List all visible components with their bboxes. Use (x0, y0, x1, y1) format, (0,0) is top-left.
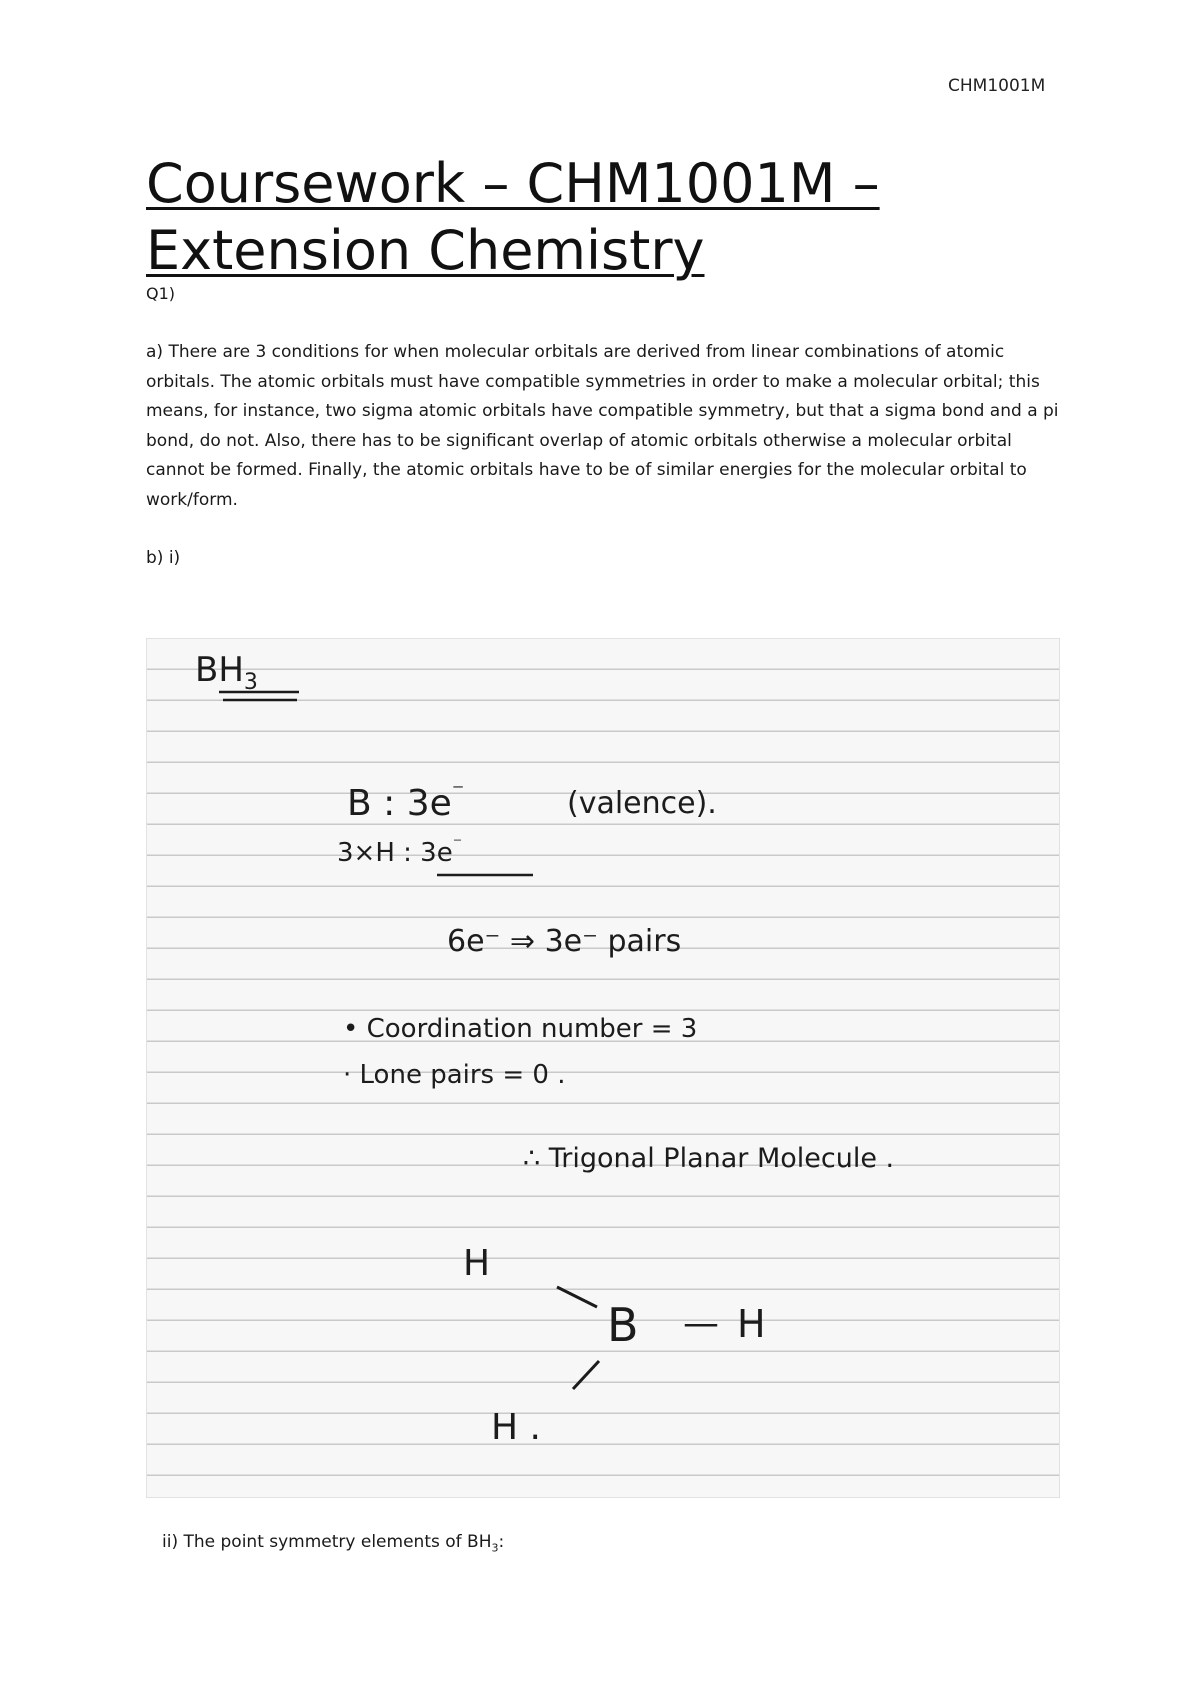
atom-h-bottom: H . (491, 1407, 541, 1448)
bond-lower-left (573, 1361, 599, 1389)
handwritten-note-drawing (147, 639, 1059, 1497)
document-title (146, 150, 1046, 284)
note-boron-electrons: B : 3e⁻ (347, 777, 465, 824)
handwritten-note-image (146, 638, 1060, 1498)
note-hydrogen-electrons: 3×H : 3e⁻ (337, 833, 463, 868)
atom-h-right: H (737, 1302, 766, 1346)
atom-boron: B (607, 1298, 639, 1352)
note-electron-pairs: 6e⁻ ⇒ 3e⁻ pairs (447, 924, 682, 959)
question-label: Q1) (146, 284, 176, 303)
bond-upper-left (557, 1287, 597, 1307)
note-lone-pairs: · Lone pairs = 0 . (343, 1060, 566, 1090)
note-valence: (valence). (567, 786, 717, 821)
note-heading: $BH_3$ (195, 650, 258, 695)
part-b-i-label: b) i) (146, 548, 181, 568)
part-a-paragraph: a) There are 3 conditions for when molecular orbitals are derived from linear combinations of atomic orbitals. The atomic orbitals must have compatible symmetries in order to make a molecular orbital; this means, for instance, two sigma atomic orbitals have compatible symmetry, but that a sigma bond and a pi bond, do not. Also, there has to be significant overlap of atomic orbitals otherwise a molecular orbital cannot be formed. Finally, the atomic orbitals have to be of similar energies for the molecular orbital to work/form. (146, 342, 1059, 510)
header-course-code: CHM1001M (948, 76, 1046, 96)
title-line-1: Coursework – CHM1001M – (146, 152, 880, 215)
note-coordination-number: • Coordination number = 3 (343, 1014, 698, 1044)
bond-right: — (683, 1303, 719, 1344)
title-line-2: Extension Chemistry (146, 219, 705, 282)
atom-h-top: H (463, 1243, 491, 1284)
part-b-ii-label: ii) The point symmetry elements of $BH_3$: (162, 1532, 505, 1555)
note-conclusion: ∴ Trigonal Planar Molecule . (523, 1143, 895, 1174)
